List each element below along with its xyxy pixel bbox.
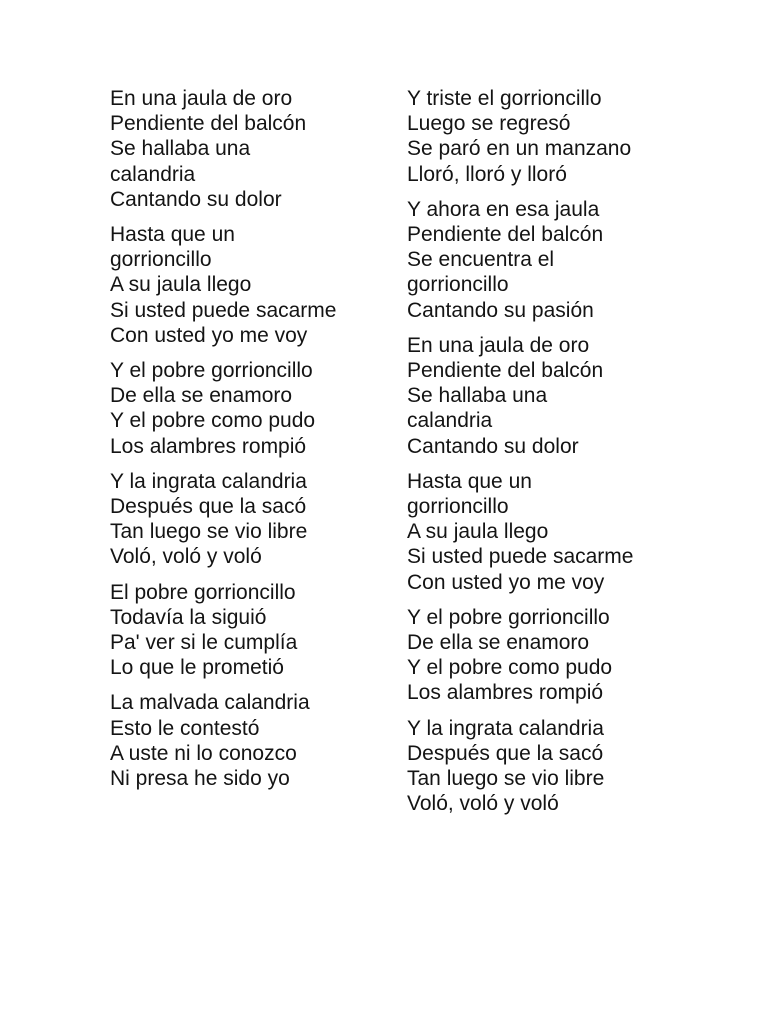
lyric-line: A su jaula llego: [110, 273, 252, 297]
stanza: [407, 197, 707, 323]
lyrics-column-left: [110, 86, 410, 801]
stanza: [110, 86, 410, 212]
lyric-line: Pa' ver si le cumplía: [110, 631, 298, 655]
lyric-line: Con usted yo me voy: [407, 570, 605, 594]
lyric-line: Y triste el gorrioncillo: [407, 87, 602, 110]
stanza: [407, 333, 707, 459]
lyric-line: Y la ingrata calandria: [110, 469, 307, 493]
lyric-line: Cantando su dolor: [110, 187, 282, 211]
lyric-line: Se paró en un manzano: [407, 137, 632, 161]
lyric-line: Lloró, lloró y lloró: [407, 162, 567, 186]
stanza: [407, 716, 707, 817]
lyric-line: Y el pobre como pudo: [110, 409, 316, 433]
lyric-line: gorrioncillo: [110, 248, 212, 272]
lyric-line: Tan luego se vio libre: [407, 767, 605, 791]
lyric-line: En una jaula de oro: [407, 333, 590, 357]
stanza: [110, 580, 410, 681]
lyric-line: Hasta que un: [110, 223, 235, 247]
lyric-line: gorrioncillo: [407, 273, 509, 297]
stanza: [110, 690, 410, 791]
lyric-line: Lo que le prometió: [110, 656, 284, 680]
stanza: [407, 86, 707, 187]
lyric-line: Se encuentra el: [407, 248, 555, 272]
lyric-line: Y el pobre gorrioncillo: [110, 359, 313, 383]
lyric-line: Cantando su dolor: [407, 434, 579, 458]
lyric-line: Pendiente del balcón: [407, 359, 604, 383]
lyric-line: Los alambres rompió: [407, 681, 604, 705]
lyric-line: Esto le contestó: [110, 716, 260, 740]
stanza: [407, 469, 707, 595]
lyric-line: Y el pobre como pudo: [407, 656, 613, 680]
lyric-line: La malvada calandria: [110, 691, 310, 715]
stanza: [110, 469, 410, 570]
lyric-line: En una jaula de oro: [110, 87, 293, 110]
lyric-line: Y ahora en esa jaula: [407, 197, 600, 221]
lyric-line: A su jaula llego: [407, 520, 549, 544]
lyric-line: Y la ingrata calandria: [407, 716, 604, 740]
lyric-line: El pobre gorrioncillo: [110, 580, 296, 604]
lyric-line: Después que la sacó: [110, 495, 307, 519]
lyric-line: Si usted puede sacarme: [407, 545, 634, 569]
lyric-line: A uste ni lo conozco: [110, 741, 297, 765]
lyric-line: Cantando su pasión: [407, 298, 594, 322]
stanza: [110, 358, 410, 459]
lyric-line: De ella se enamoro: [407, 631, 590, 655]
lyric-line: Con usted yo me voy: [110, 323, 308, 347]
lyric-line: Ni presa he sido yo: [110, 767, 290, 791]
lyric-line: Pendiente del balcón: [407, 223, 604, 247]
lyric-line: Pendiente del balcón: [110, 112, 307, 136]
lyric-line: calandria: [110, 162, 196, 186]
lyric-line: Luego se regresó: [407, 112, 571, 136]
lyric-line: Hasta que un: [407, 469, 532, 493]
lyric-line: calandria: [407, 409, 493, 433]
lyric-line: Se hallaba una: [110, 137, 251, 161]
lyric-line: Tan luego se vio libre: [110, 520, 308, 544]
lyric-line: Después que la sacó: [407, 741, 604, 765]
lyric-line: Si usted puede sacarme: [110, 298, 337, 322]
lyric-line: Voló, voló y voló: [407, 792, 559, 816]
lyric-line: Los alambres rompió: [110, 434, 307, 458]
stanza: [407, 605, 707, 706]
lyric-line: Voló, voló y voló: [110, 545, 262, 569]
lyrics-column-right: [407, 86, 707, 826]
stanza: [110, 222, 410, 348]
lyric-line: Todavía la siguió: [110, 605, 267, 629]
lyric-line: De ella se enamoro: [110, 384, 293, 408]
lyric-line: Y el pobre gorrioncillo: [407, 605, 610, 629]
lyric-line: Se hallaba una: [407, 384, 548, 408]
lyric-line: gorrioncillo: [407, 495, 509, 519]
